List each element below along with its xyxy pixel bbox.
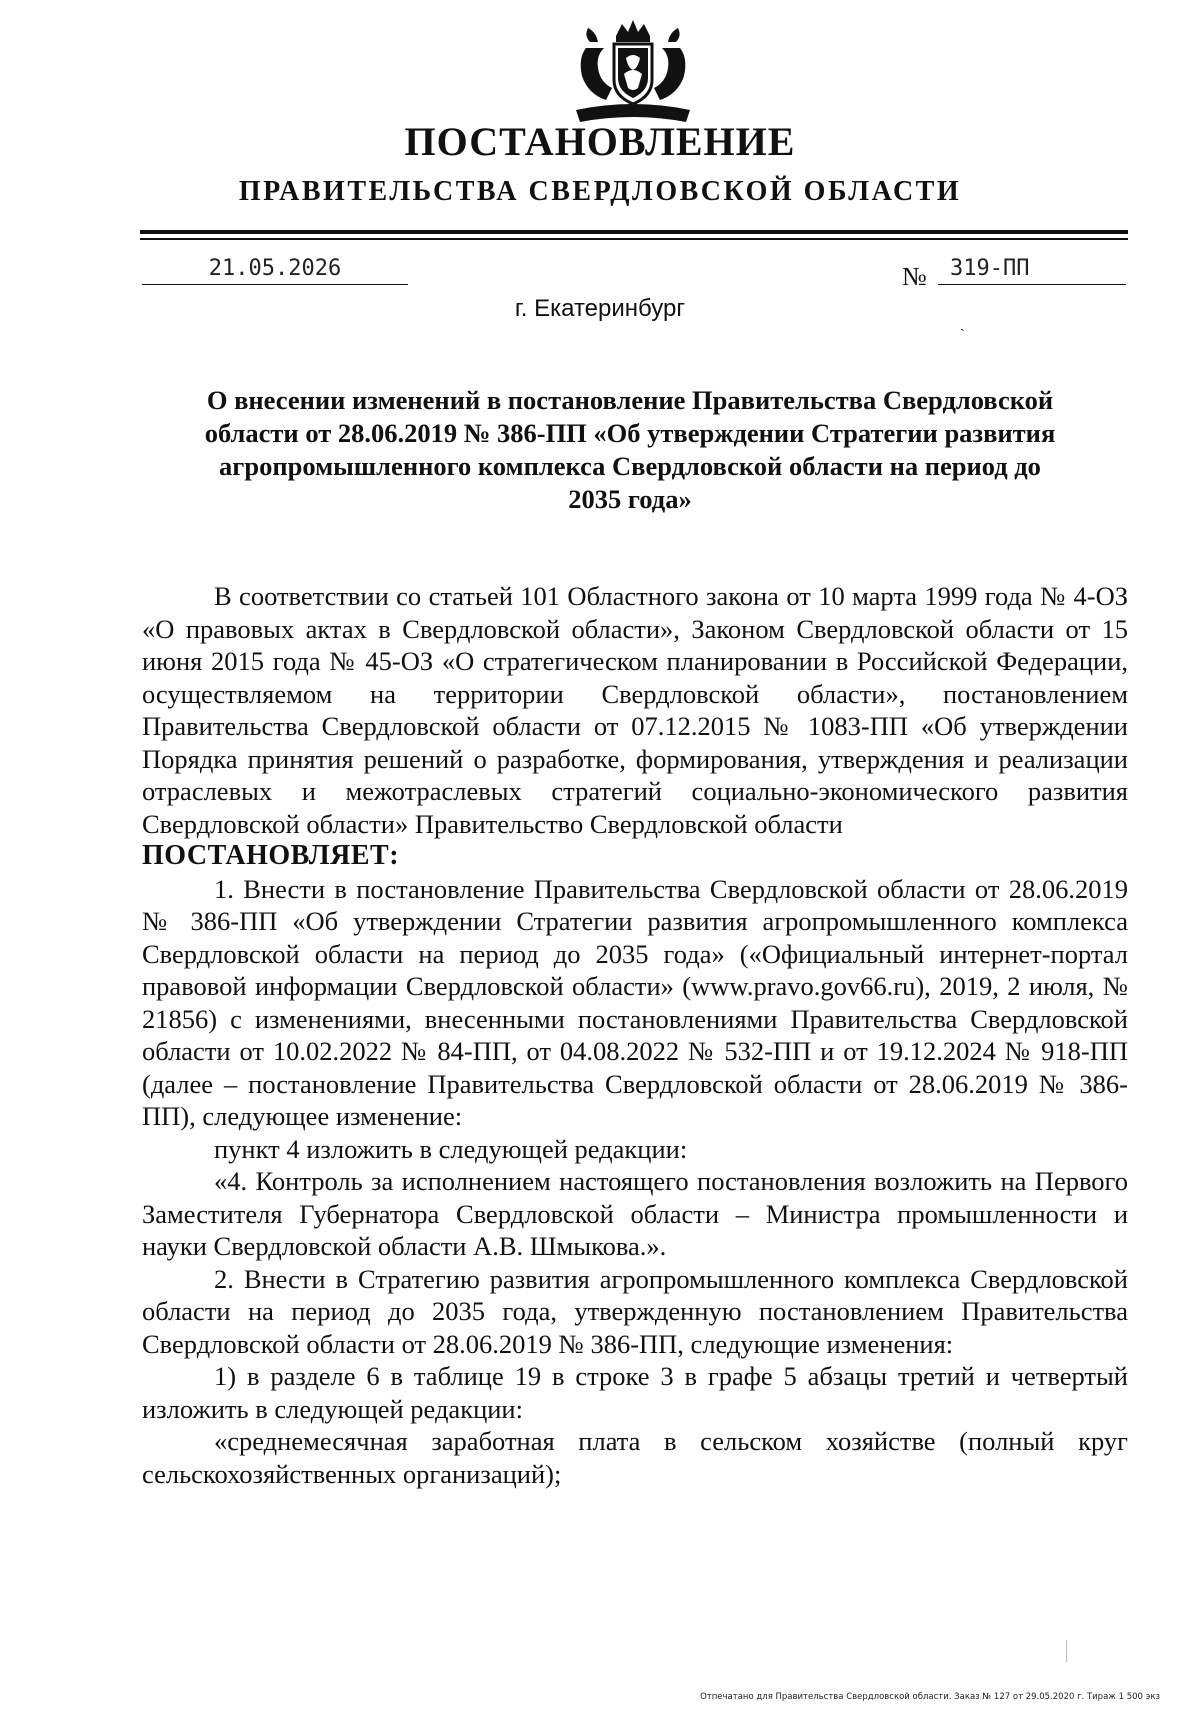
header-divider-thin: [140, 238, 1128, 240]
document-number: 319-ПП: [938, 254, 1126, 285]
sverdlovsk-coat-of-arms-icon: [566, 18, 700, 126]
print-imprint-note: Отпечатано для Правительства Свердловской области. Заказ № 127 от 29.05.2020 г. Тираж 1 500 экз: [700, 1692, 1160, 1702]
resolution-heading: ПОСТАНОВЛЯЕТ:: [142, 840, 400, 871]
document-subject-title: О внесении изменений в постановление Правительства Свердловской области от 28.06.2019 № 386-ПП «Об утверждении Стратегии развития агропромышленного комплекса Свердловской области на период до 2035 года»: [204, 385, 1056, 514]
issue-city: г. Екатеринбург: [514, 295, 686, 322]
scan-artifact-line: [1066, 1640, 1067, 1662]
item-2-paragraph: 2. Внести в Стратегию развития агропромышленного комплекса Свердловской области на период до 2035 года, утвержденную постановлением Правительства Свердловской области от 28.06.2019 № 386-ПП, следующие изменения:: [142, 1263, 1128, 1359]
document-date: 21.05.2026: [142, 254, 408, 285]
document-body: [142, 580, 1128, 1490]
document-type-title: ПОСТАНОВЛЕНИЕ: [404, 119, 796, 164]
item-2-1-quote-paragraph: «среднемесячная заработная плата в сельском хозяйстве (полный круг сельскохозяйственных организаций);: [142, 1426, 1128, 1489]
scan-speck: ˎ: [960, 317, 965, 332]
item-2-1-paragraph: 1) в разделе 6 в таблице 19 в строке 3 в графе 5 абзацы третий и четвертый изложить в следующей редакции:: [142, 1361, 1128, 1424]
item-1-sub-paragraph: пункт 4 изложить в следующей редакции:: [214, 1133, 688, 1164]
preamble-paragraph: В соответствии со статьей 101 Областного закона от 10 марта 1999 года № 4-ОЗ «О правовых актах в Свердловской области», Законом Свердловской области от 15 июня 2015 года № 45-ОЗ «О стратегическом планировании в Российской Федерации, осуществляемом на территории Свердловской области», постановлением Правительства Свердловской области от 07.12.2015 № 1083-ПП «Об утверждении Порядка принятия решений о разработке, формирования, утверждения и реализации отраслевых и межотраслевых стратегий социально-экономического развития Свердловской области» Правительство Свердловской области: [142, 581, 1128, 839]
issuer-subtitle: ПРАВИТЕЛЬСТВА СВЕРДЛОВСКОЙ ОБЛАСТИ: [238, 176, 962, 207]
number-sign: №: [902, 262, 927, 291]
item-1-paragraph: 1. Внести в постановление Правительства Свердловской области от 28.06.2019 № 386-ПП «Об утверждении Стратегии развития агропромышленного комплекса Свердловской области на период до 2035 года» («Официальный интернет-портал правовой информации Свердловской области» (www.pravo.gov66.ru), 2019, 2 июля, № 21856) с изменениями, внесенными постановлениями Правительства Свердловской области от 10.02.2022 № 84-ПП, от 04.08.2022 № 532-ПП и от 19.12.2024 № 918-ПП (далее – постановление Правительства Свердловской области от 28.06.2019 № 386-ПП), следующее изменение:: [142, 873, 1128, 1131]
header-divider-thick: [140, 230, 1128, 234]
item-1-quote-paragraph: «4. Контроль за исполнением настоящего постановления возложить на Первого Заместителя Губернатора Свердловской области – Министра промышленности и науки Свердловской области А.В. Шмыкова.».: [142, 1166, 1128, 1261]
